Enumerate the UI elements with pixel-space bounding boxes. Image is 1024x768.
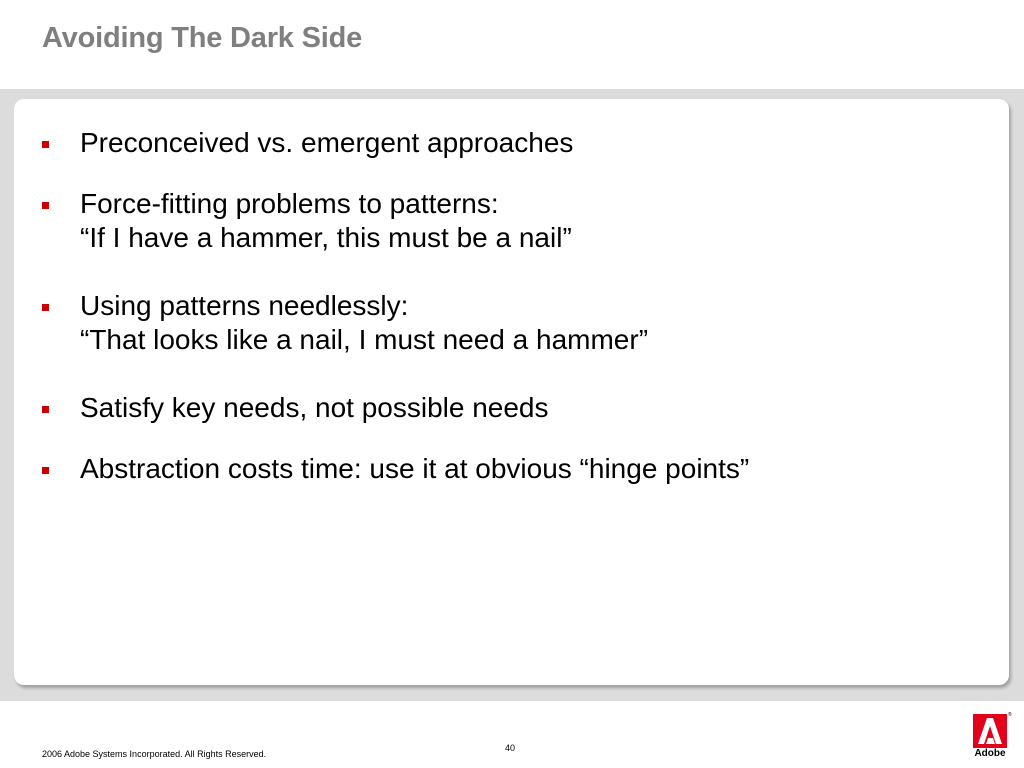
bullet-text: Force-fitting problems to patterns: <box>80 188 499 219</box>
adobe-a-glyph-icon <box>973 714 1007 748</box>
bullet-text: Abstraction costs time: use it at obvious “hinge points” <box>80 453 750 484</box>
red-square-bullet-icon <box>42 406 49 413</box>
page-number: 40 <box>505 743 516 753</box>
bullet-quote: “That looks like a nail, I must need a hammer” <box>80 324 649 355</box>
adobe-logo-text: Adobe <box>974 748 1006 759</box>
bullet-text: Satisfy key needs, not possible needs <box>80 392 549 423</box>
bullet-quote: “If I have a hammer, this must be a nail” <box>80 222 572 253</box>
slide-title: Avoiding The Dark Side <box>42 22 363 54</box>
red-square-bullet-icon <box>42 304 49 311</box>
bullet-text: Preconceived vs. emergent approaches <box>80 127 574 158</box>
red-square-bullet-icon <box>42 202 49 209</box>
registered-mark: ® <box>1008 712 1012 718</box>
copyright-notice: 2006 Adobe Systems Incorporated. All Rights Reserved. <box>42 749 267 759</box>
bullet-text: Using patterns needlessly: <box>80 290 409 321</box>
adobe-logo-icon <box>973 712 1012 762</box>
red-square-bullet-icon <box>42 467 49 474</box>
content-panel <box>14 99 1009 685</box>
red-square-bullet-icon <box>42 141 49 148</box>
adobe-logo-mark <box>973 714 1007 748</box>
